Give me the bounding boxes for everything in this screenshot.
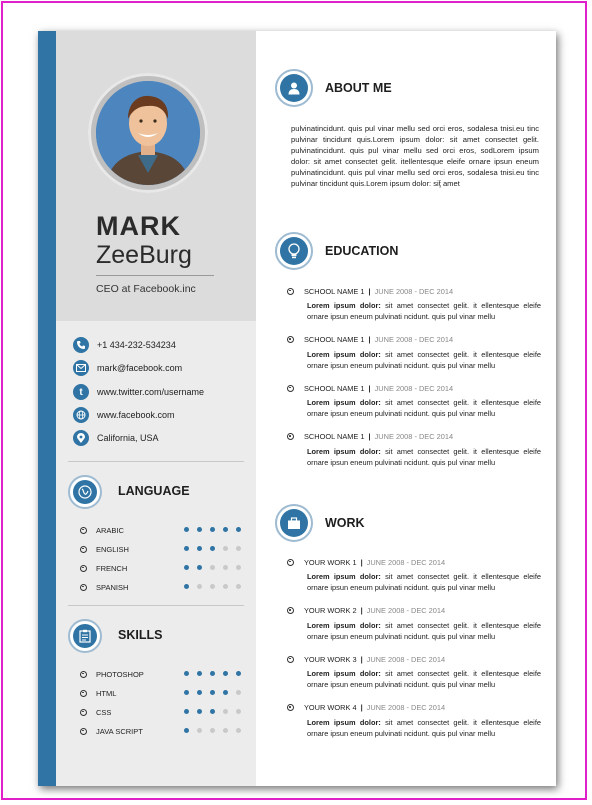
entry-date: JUNE 2008 - DEC 2014 [374, 383, 454, 393]
contact-phone [73, 337, 176, 353]
entry-header [287, 432, 541, 442]
rating-dot-empty [223, 709, 228, 714]
twitter-text: www.twitter.com/username [97, 387, 205, 397]
rating-label: SPANISH [96, 582, 129, 592]
rating-label: CSS [96, 707, 112, 717]
rating-label: ARABIC [96, 525, 124, 535]
entry-text: sit amet consectet gelit. it ellentesque eleife ornare ipsun eneum pulvinati ncidunt. quis pul vinar mellu [307, 446, 541, 467]
rating-dot-filled [184, 728, 189, 733]
profile-photo [96, 81, 200, 185]
rating-dots [184, 671, 249, 676]
bullet-icon [80, 709, 87, 716]
bullet-icon [287, 656, 294, 663]
rating-dot-filled [236, 671, 241, 676]
education-entry [287, 432, 541, 468]
contact-website [73, 407, 175, 423]
entry-text: sit amet consectet gelit. it ellentesque eleife ornare ipsun eneum pulvinati ncidunt. quis pul vinar mellu [307, 717, 541, 738]
entry-name: YOUR WORK 2 [304, 606, 357, 615]
rating-dots [184, 546, 249, 551]
bullet-icon [287, 288, 294, 295]
job-title: CEO at Facebook.inc [96, 283, 196, 295]
entry-text: sit amet consectet gelit. it ellentesque eleife ornare ipsun eneum pulvinati ncidunt. quis pul vinar mellu [307, 301, 541, 321]
first-name: MARK [96, 211, 181, 241]
entry-name: SCHOOL NAME 1 [304, 335, 365, 344]
rating-row [80, 725, 160, 737]
entry-text: sit amet consectet gelit. it ellentesque eleife ornare ipsun eneum pulvinati ncidunt. quis pul vinar mellu [307, 572, 541, 592]
rating-dots [184, 584, 249, 589]
entry-date: JUNE 2008 - DEC 2014 [374, 432, 454, 441]
entry-name: SCHOOL NAME 1 [304, 383, 365, 393]
rating-dot-empty [236, 690, 241, 695]
rating-dot-filled [197, 671, 202, 676]
rating-row [80, 668, 160, 680]
entry-separator: | [368, 432, 371, 441]
entry-name: YOUR WORK 1 [304, 557, 357, 567]
entry-separator: | [368, 335, 371, 344]
avatar [96, 81, 200, 185]
website-text: www.facebook.com [97, 410, 175, 420]
entry-description [307, 397, 541, 419]
entry-separator: | [360, 703, 363, 712]
entry-header [287, 557, 541, 567]
rating-dot-filled [236, 527, 241, 532]
sidebar-divider [68, 605, 244, 606]
entry-date: JUNE 2008 - DEC 2014 [374, 286, 454, 296]
clipboard-icon [79, 629, 91, 643]
sidebar [56, 31, 256, 786]
rating-dots [184, 728, 249, 733]
rating-dot-filled [184, 690, 189, 695]
bullet-icon [287, 704, 294, 711]
rating-label: JAVA SCRIPT [96, 726, 143, 736]
rating-dots [184, 565, 249, 570]
rating-dot-empty [223, 546, 228, 551]
rating-dot-filled [184, 671, 189, 676]
bullet-icon [80, 728, 87, 735]
rating-dot-empty [197, 728, 202, 733]
bullet-icon [80, 584, 87, 591]
rating-row [80, 562, 160, 574]
entry-lead: Lorem ipsum dolor: [307, 717, 381, 727]
entry-date: JUNE 2008 - DEC 2014 [374, 335, 454, 344]
entry-header [287, 654, 541, 664]
entry-date: JUNE 2008 - DEC 2014 [366, 557, 446, 567]
rating-dot-filled [184, 565, 189, 570]
entry-name: SCHOOL NAME 1 [304, 286, 365, 296]
rating-dot-empty [223, 728, 228, 733]
entry-description [307, 571, 541, 593]
rating-label: PHOTOSHOP [96, 669, 144, 679]
education-section-icon [275, 232, 313, 270]
about-section-icon [275, 69, 313, 107]
rating-dot-filled [197, 527, 202, 532]
last-name: ZeeBurg [96, 241, 192, 269]
education-title: EDUCATION [325, 244, 399, 258]
entry-description [307, 668, 541, 690]
rating-dot-filled [197, 565, 202, 570]
bullet-icon [287, 336, 294, 343]
about-text: pulvinatincidunt. quis pul vinar mellu sed orci eros, sodalesa tnisi.eu tinc pulvinar tincidunt quis.Lorem ipsum dolor: sit amet consectet gelit. pulvinatincidunt. quis pul vinar mellu sed orci eros, sodLorem ipsum dolor: sit amet consectet gelit. itellentesque eleife ornare ipsun eneum pulvinatincidunt. quis pul vinar mellu sed orci eros, sodalesa tnisi.eu tinc pulvinar tincidunt quis.Lorem ipsum dolor: siţ̄ amet [291, 124, 539, 188]
work-entry [287, 654, 541, 690]
entry-description [307, 349, 541, 371]
rating-row [80, 524, 160, 536]
bullet-icon [287, 385, 294, 392]
rating-dot-filled [223, 690, 228, 695]
entry-text: sit amet consectet gelit. it ellentesque eleife ornare ipsun eneum pulvinati ncidunt. quis pul vinar mellu [307, 398, 541, 418]
rating-dots [184, 690, 249, 695]
rating-dot-empty [210, 728, 215, 733]
bullet-icon [287, 559, 294, 566]
rating-dot-filled [210, 527, 215, 532]
work-entry [287, 557, 541, 593]
language-title: LANGUAGE [118, 484, 190, 498]
entry-text: sit amet consectet gelit. it ellentesque eleife ornare ipsun eneum pulvinati ncidunt. quis pul vinar mellu [307, 669, 541, 689]
rating-dot-filled [210, 546, 215, 551]
entry-name: YOUR WORK 4 [304, 703, 357, 712]
entry-date: JUNE 2008 - DEC 2014 [366, 606, 446, 615]
bullet-icon [287, 433, 294, 440]
resume-page [38, 31, 556, 786]
rating-dot-filled [223, 527, 228, 532]
contact-twitter [73, 384, 204, 400]
education-entry [287, 286, 541, 322]
rating-label: ENGLISH [96, 544, 129, 554]
rating-dot-empty [236, 546, 241, 551]
entry-separator: | [360, 606, 363, 615]
rating-dot-filled [210, 709, 215, 714]
rating-dots [184, 527, 249, 532]
rating-dot-filled [223, 671, 228, 676]
entry-lead: Lorem ipsum dolor: [307, 620, 381, 630]
entry-header [287, 383, 541, 393]
rating-dot-filled [184, 709, 189, 714]
entry-description [307, 446, 541, 468]
work-section-icon [275, 504, 313, 542]
rating-dot-empty [223, 565, 228, 570]
about-title: ABOUT ME [325, 81, 392, 95]
rating-dot-empty [210, 584, 215, 589]
entry-name: SCHOOL NAME 1 [304, 432, 365, 441]
rating-row [80, 706, 160, 718]
entry-description [307, 717, 541, 739]
rating-dot-empty [210, 565, 215, 570]
name-divider [96, 275, 214, 276]
bullet-icon [80, 546, 87, 553]
rating-dot-filled [197, 709, 202, 714]
entry-separator: | [368, 286, 371, 296]
entry-header [287, 286, 541, 296]
rating-dot-filled [210, 690, 215, 695]
work-entry [287, 606, 541, 642]
rating-dot-empty [236, 584, 241, 589]
skills-section-icon [68, 619, 102, 653]
rating-dot-filled [184, 546, 189, 551]
location-icon [73, 430, 89, 446]
rating-dot-filled [210, 671, 215, 676]
rating-dot-empty [236, 709, 241, 714]
bullet-icon [80, 690, 87, 697]
entry-date: JUNE 2008 - DEC 2014 [366, 703, 446, 712]
education-entry [287, 383, 541, 419]
entry-header [287, 335, 541, 345]
globe-icon [73, 407, 89, 423]
entry-separator: | [360, 557, 363, 567]
rating-row [80, 687, 160, 699]
rating-dot-filled [184, 584, 189, 589]
entry-lead: Lorem ipsum dolor: [307, 446, 381, 456]
rating-dot-empty [197, 584, 202, 589]
entry-description [307, 300, 541, 322]
rating-row [80, 581, 160, 593]
lightbulb-icon [288, 243, 300, 259]
briefcase-icon [287, 517, 301, 530]
skills-title: SKILLS [118, 628, 163, 642]
phone-icon [73, 337, 89, 353]
globe-icon [78, 485, 92, 499]
sidebar-divider [68, 461, 244, 462]
email-icon [73, 360, 89, 376]
work-title: WORK [325, 516, 365, 530]
rating-label: FRENCH [96, 563, 128, 573]
rating-dot-filled [184, 527, 189, 532]
rating-row [80, 543, 160, 555]
entry-text: sit amet consectet gelit. it ellentesque eleife ornare ipsun eneum pulvinati ncidunt. quis pul vinar mellu [307, 349, 541, 370]
rating-label: HTML [96, 688, 117, 698]
entry-separator: | [360, 654, 363, 664]
location-text: California, USA [97, 433, 159, 443]
language-section-icon [68, 475, 102, 509]
entry-text: sit amet consectet gelit. it ellentesque eleife ornare ipsun eneum pulvinati ncidunt. quis pul vinar mellu [307, 620, 541, 641]
bullet-icon [80, 671, 87, 678]
accent-bar [38, 31, 56, 786]
entry-header [287, 703, 541, 713]
entry-lead: Lorem ipsum dolor: [307, 572, 381, 581]
rating-dot-empty [236, 565, 241, 570]
bullet-icon [80, 565, 87, 572]
entry-header [287, 606, 541, 616]
entry-separator: | [368, 383, 371, 393]
bullet-icon [80, 527, 87, 534]
work-entry [287, 703, 541, 739]
email-text: mark@facebook.com [97, 363, 183, 373]
contact-location [73, 430, 159, 446]
entry-lead: Lorem ipsum dolor: [307, 669, 381, 678]
rating-dot-filled [197, 690, 202, 695]
bullet-icon [287, 607, 294, 614]
rating-dot-empty [236, 728, 241, 733]
rating-dot-filled [197, 546, 202, 551]
rating-dots [184, 709, 249, 714]
user-icon [287, 81, 301, 95]
education-entry [287, 335, 541, 371]
contact-email [73, 360, 182, 376]
phone-text: +1 434-232-534234 [97, 340, 176, 350]
entry-lead: Lorem ipsum dolor: [307, 398, 381, 407]
entry-lead: Lorem ipsum dolor: [307, 301, 381, 310]
entry-lead: Lorem ipsum dolor: [307, 349, 381, 359]
rating-dot-empty [223, 584, 228, 589]
entry-date: JUNE 2008 - DEC 2014 [366, 654, 446, 664]
entry-description [307, 620, 541, 642]
twitter-icon: t [73, 384, 89, 400]
entry-name: YOUR WORK 3 [304, 654, 357, 664]
